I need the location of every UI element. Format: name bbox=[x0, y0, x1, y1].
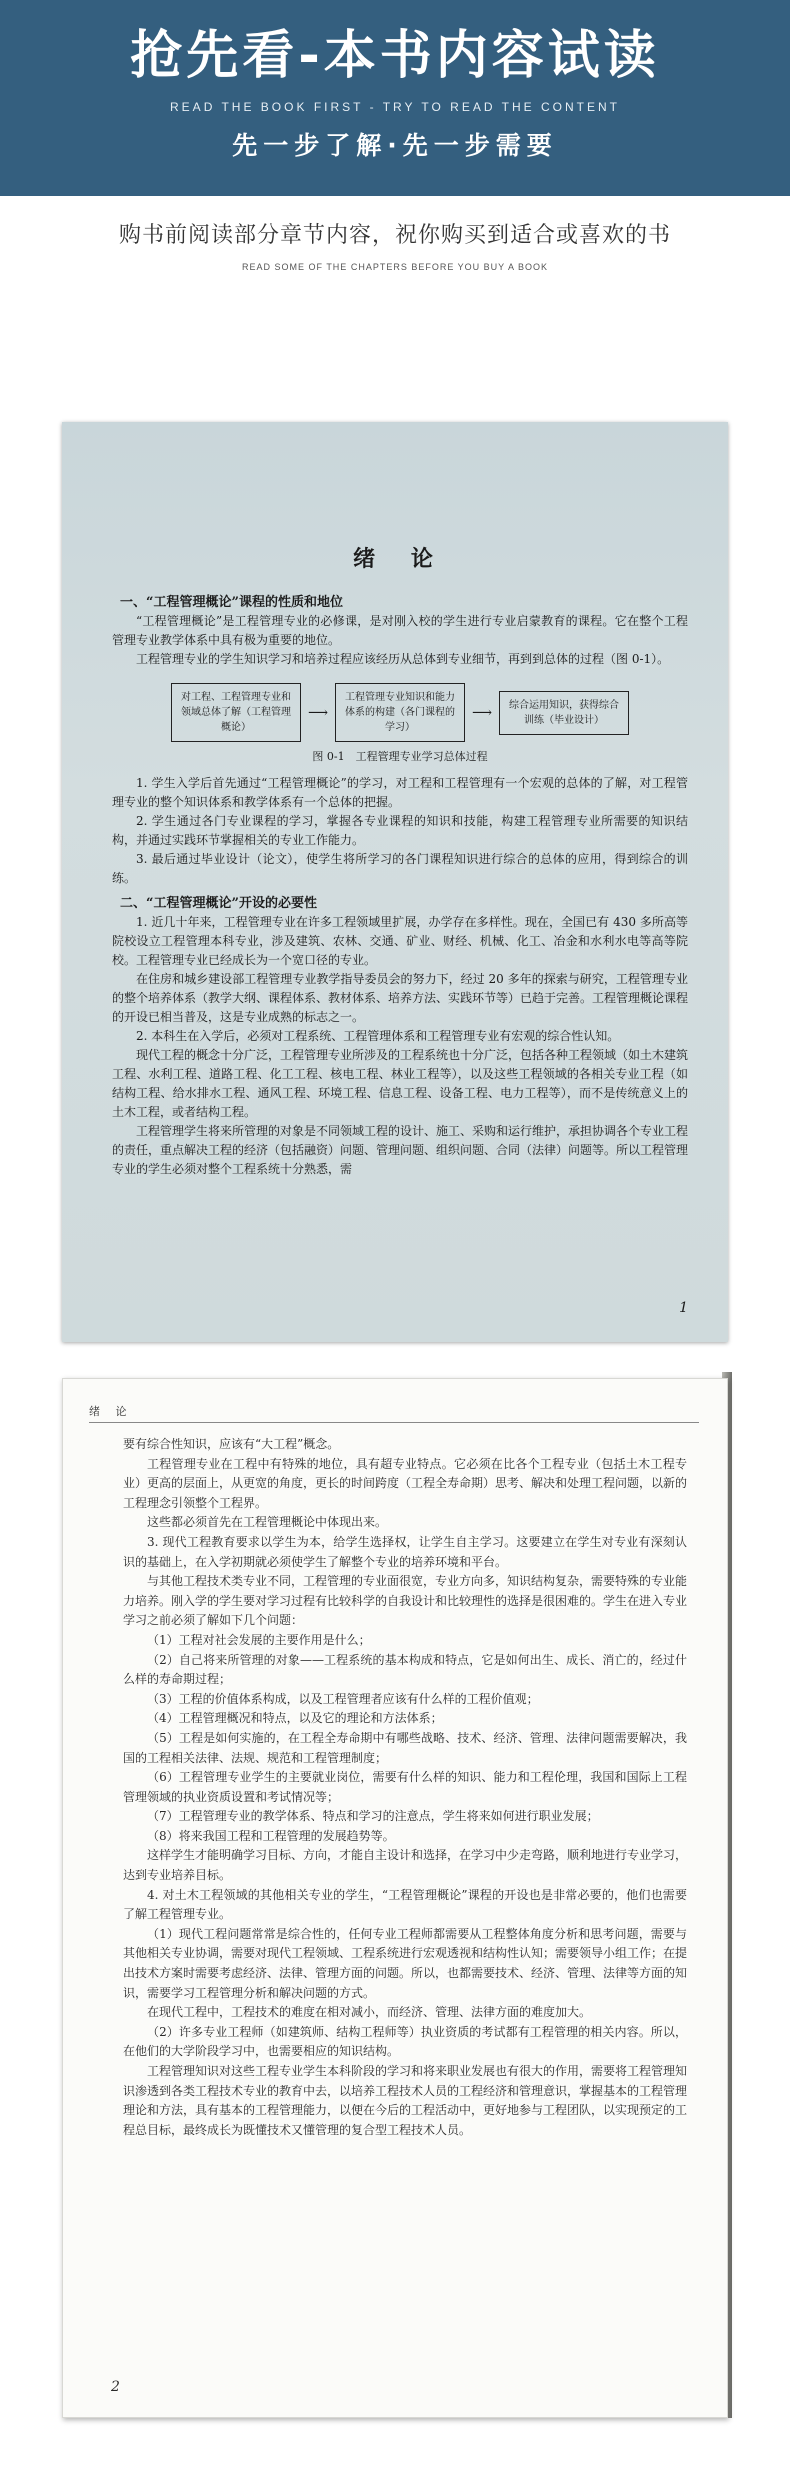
paragraph: （2）自己将来所管理的对象——工程系统的基本构成和特点，它是如何出生、成长、消亡的，经过什么样的寿命期过程； bbox=[123, 1652, 687, 1687]
paragraph: 工程管理知识对这些工程专业学生本科阶段的学习和将来职业发展也有很大的作用，需要将工程管理知识渗透到各类工程技术专业的教育中去，以培养工程技术人员的工程经济和管理意识，掌握基本的工程管理理论和方法，具有基本的工程管理能力，以便在今后的工程活动中，更好地参与工程团队，以实现预定的工程总目标，最终成长为既懂技术又懂管理的复合型工程技术人员。 bbox=[123, 2064, 688, 2137]
book-page-2 bbox=[62, 1378, 728, 2418]
paragraph: 1. 学生入学后首先通过“工程管理概论”的学习，对工程和工程管理有一个宏观的总体的了解，对工程管理专业的整个知识体系和教学体系有一个总体的把握。 bbox=[112, 776, 688, 809]
paragraph: 在住房和城乡建设部工程管理专业教学指导委员会的努力下，经过 20 多年的探索与研究，工程管理专业的整个培养体系（教学大纲、课程体系、教材体系、培养方法、实践环节等）已趋于完善。工程管理概论课程的开设已相当普及，这是专业成熟的标志之一。 bbox=[112, 972, 689, 1024]
running-header: 绪 论 bbox=[89, 1403, 699, 1423]
paragraph: 现代工程的概念十分广泛，工程管理专业所涉及的工程系统也十分广泛，包括各种工程领域（如土木建筑工程、水利工程、道路工程、化工工程、核电工程、林业工程等），以及这些工程领域的各相关专业工程（如结构工程、给水排水工程、通风工程、环境工程、信息工程、设备工程、电力工程等），而不是传统意义上的土木工程，或者结构工程。 bbox=[112, 1048, 689, 1119]
paragraph: 2. 学生通过各门专业课程的学习，掌握各专业课程的知识和技能，构建工程管理专业所需要的知识结构，并通过实践环节掌握相关的专业工作能力。 bbox=[112, 814, 688, 847]
paragraph: （3）工程的价值体系构成，以及工程管理者应该有什么样的工程价值观； bbox=[147, 1691, 539, 1706]
paragraph: 2. 本科生在入学后，必须对工程系统、工程管理体系和工程管理专业有宏观的综合性认知。 bbox=[136, 1029, 620, 1043]
figure-caption: 图 0-1 工程管理专业学习总体过程 bbox=[312, 750, 488, 763]
paragraph: （8）将来我国工程和工程管理的发展趋势等。 bbox=[147, 1828, 395, 1843]
banner-title: 抢先看-本书内容试读 bbox=[130, 26, 660, 86]
paragraph: “工程管理概论”是工程管理专业的必修课，是对刚入校的学生进行专业启蒙教育的课程。它在整个工程管理专业教学体系中具有极为重要的地位。 bbox=[112, 614, 688, 647]
paragraph: （4）工程管理概况和特点，以及它的理论和方法体系； bbox=[147, 1711, 443, 1726]
paragraph: （1）工程对社会发展的主要作用是什么； bbox=[147, 1632, 371, 1647]
paragraph: （1）现代工程问题常常是综合性的，任何专业工程师都需要从工程整体角度分析和思考问题，需要与其他相关专业协调，需要对现代工程领域、工程系统进行宏观透视和结构性认知；需要领导小组工作；在提出技术方案时需要考虑经济、法律、管理方面的问题。所以，也都需要技术、经济、管理、法律等方面的知识，需要学习工程管理分析和解决问题的方式。 bbox=[123, 1926, 688, 2000]
paragraph: 这样学生才能明确学习目标、方向，才能自主设计和选择，在学习中少走弯路，顺利地进行专业学习，达到专业培养目标。 bbox=[123, 1848, 688, 1883]
flow-box-overview: 对工程、工程管理专业和领域总体了解（工程管理概论） bbox=[171, 683, 301, 742]
paragraph: 3. 现代工程教育要求以学生为本，给学生选择权，让学生自主学习。这要建立在学生对专业有深刻认识的基础上，在入学初期就必须使学生了解整个专业的培养环境和平台。 bbox=[123, 1534, 687, 1569]
paragraph: 工程管理学生将来所管理的对象是不同领域工程的设计、施工、采购和运行维护，承担协调各个专业工程的责任，重点解决工程的经济（包括融资）问题、管理问题、组织问题、合同（法律）问题等。所以工程管理专业的学生必须对整个工程系统十分熟悉，需 bbox=[112, 1124, 689, 1176]
intro-section bbox=[0, 196, 790, 356]
book-page-1 bbox=[62, 422, 728, 1342]
banner-subtitle-cn: 先一步了解·先一步需要 bbox=[232, 131, 558, 160]
paragraph: （2）许多专业工程师（如建筑师、结构工程师等）执业资质的考试都有工程管理的相关内容。所以，在他们的大学阶段学习中，也需要相应的知识结构。 bbox=[123, 2024, 687, 2059]
page-body bbox=[123, 1435, 687, 2140]
paragraph: 要有综合性知识，应该有“大工程”概念。 bbox=[123, 1437, 340, 1451]
section-heading-1: 一、“工程管理概论”课程的性质和地位 bbox=[120, 595, 343, 610]
flow-box-courses: 工程管理专业知识和能力体系的构建（各门课程的学习） bbox=[335, 683, 465, 742]
paragraph: （7）工程管理专业的教学体系、特点和学习的注意点，学生将来如何进行职业发展； bbox=[147, 1809, 599, 1824]
flow-diagram bbox=[112, 683, 688, 742]
page-number: 1 bbox=[679, 1300, 688, 1316]
page-number: 2 bbox=[111, 2379, 120, 2395]
banner-subtitle-en: READ THE BOOK FIRST - TRY TO READ THE CONTENT bbox=[170, 100, 620, 114]
right-arrow-icon: ⟶ bbox=[307, 704, 329, 721]
paragraph: 这些都必须首先在工程管理概论中体现出来。 bbox=[147, 1515, 388, 1530]
paragraph: （6）工程管理专业学生的主要就业岗位，需要有什么样的知识、能力和工程伦理，我国和国际上工程管理领域的执业资质设置和考试情况等； bbox=[123, 1770, 687, 1804]
paragraph: 与其他工程技术类专业不同，工程管理的专业面很宽，专业方向多，知识结构复杂，需要特殊的专业能力培养。刚入学的学生要对学习过程有比较科学的自我设计和比较理性的选择是很困难的。学生在进入专业学习之前必须了解如下几个问题： bbox=[123, 1574, 688, 1628]
section-heading-2: 二、“工程管理概论”开设的必要性 bbox=[120, 896, 317, 911]
chapter-title: 绪 论 bbox=[353, 546, 447, 572]
paragraph: 3. 最后通过毕业设计（论文），使学生将所学习的各门课程知识进行综合的总体的应用，得到综合的训练。 bbox=[112, 852, 688, 885]
paragraph: 在现代工程中，工程技术的难度在相对减小，而经济、管理、法律方面的难度加大。 bbox=[147, 2005, 592, 2020]
paragraph: 4. 对土木工程领域的其他相关专业的学生，“工程管理概论”课程的开设也是非常必要的，他们也需要了解工程管理专业。 bbox=[123, 1887, 687, 1922]
paragraph: （5）工程是如何实施的，在工程全寿命期中有哪些战略、技术、经济、管理、法律问题需要解决，我国的工程相关法律、法规、规范和工程管理制度； bbox=[123, 1730, 687, 1765]
intro-text-cn: 购书前阅读部分章节内容，祝你购买到适合或喜欢的书 bbox=[118, 223, 671, 248]
promo-banner bbox=[0, 0, 790, 196]
flow-box-graduation: 综合运用知识，获得综合训练（毕业设计） bbox=[499, 691, 629, 735]
paragraph: 工程管理专业的学生知识学习和培养过程应该经历从总体到专业细节，再到到总体的过程（图 0-1）。 bbox=[136, 652, 670, 666]
right-arrow-icon: ⟶ bbox=[471, 704, 493, 721]
paragraph: 工程管理专业在工程中有特殊的地位，具有超专业特点。它必须在比各个工程专业（包括土木工程专业）更高的层面上，从更宽的角度，更长的时间跨度（工程全寿命期）思考、解决和处理工程问题，以新的工程理念引领整个工程界。 bbox=[123, 1456, 688, 1510]
intro-text-en: READ SOME OF THE CHAPTERS BEFORE YOU BUY A BOOK bbox=[241, 262, 549, 272]
paragraph: 1. 近几十年来，工程管理专业在许多工程领域里扩展，办学存在多样性。现在，全国已有 430 多所高等院校设立工程管理本科专业，涉及建筑、农林、交通、矿业、财经、机械、化工、冶金和水利水电等高等院校。工程管理专业已经成长为一个宽口径的专业。 bbox=[112, 915, 688, 967]
